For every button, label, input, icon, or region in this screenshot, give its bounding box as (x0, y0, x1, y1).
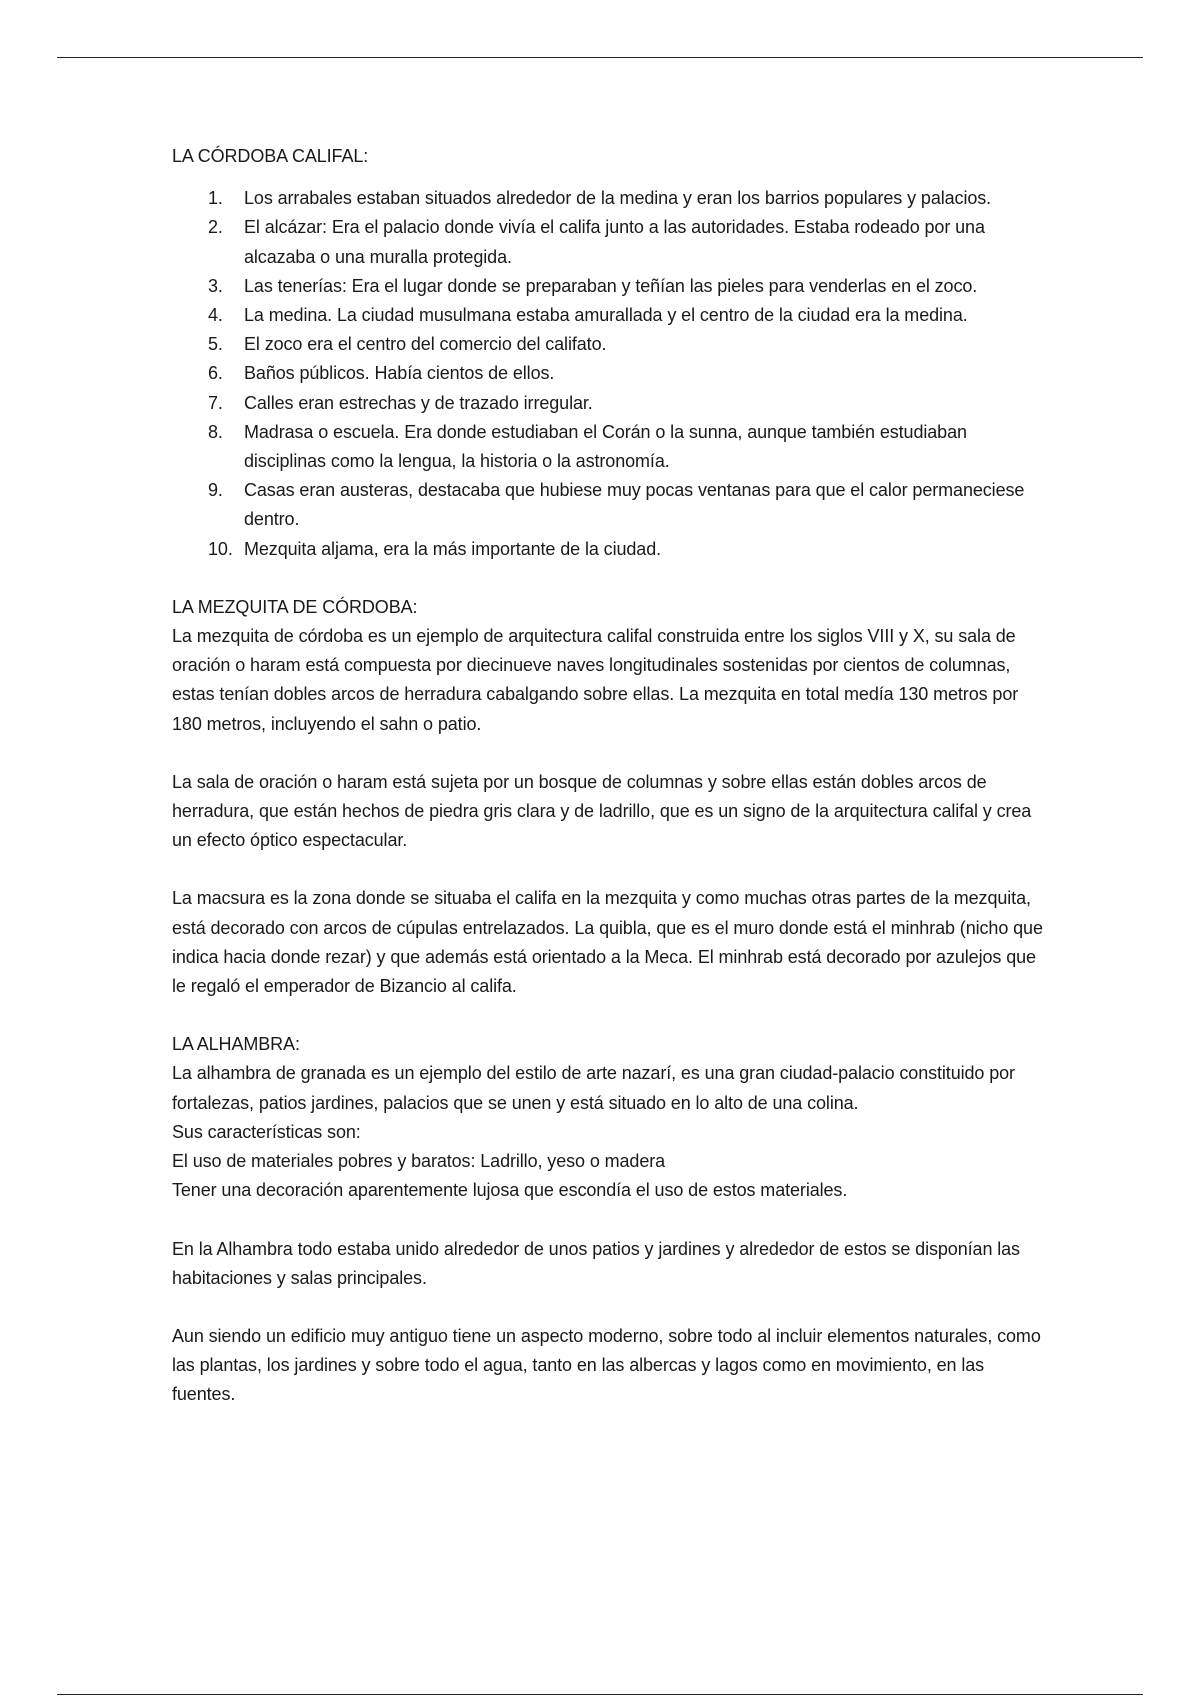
list-item (172, 418, 1052, 476)
paragraph: Aun siendo un edificio muy antiguo tiene un aspecto moderno, sobre todo al incluir elementos naturales, como las plantas, los jardines y sobre todo el agua, tanto en las albercas y lagos como en movimiento, en las fuentes. (172, 1325, 1041, 1405)
section-heading: LA ALHAMBRA: (172, 1034, 300, 1055)
paragraph-spacer (172, 1293, 1052, 1322)
section-alhambra (172, 1030, 1052, 1409)
list-item-text: Los arrabales estaban situados alrededor de la medina y eran los barrios populares y palacios. (244, 188, 992, 209)
paragraph-spacer (172, 739, 1052, 768)
list-number: 3. (208, 275, 223, 296)
list-number: 6. (208, 363, 223, 384)
paragraph: En la Alhambra todo estaba unido alrededor de unos patios y jardines y alrededor de estos se disponían las habitaciones y salas principales. (172, 1238, 1020, 1288)
list-number: 4. (208, 305, 223, 326)
paragraph: La alhambra de granada es un ejemplo del estilo de arte nazarí, es una gran ciudad-palacio constituido por fortalezas, patios jardines, palacios que se unen y está situado en lo alto de una colina. (172, 1063, 1015, 1113)
paragraph: La sala de oración o haram está sujeta por un bosque de columnas y sobre ellas están dobles arcos de herradura, que están hechos de piedra gris clara y de ladrillo, que es un signo de la arquitectura califal y crea un efecto óptico espectacular. (172, 771, 1032, 851)
paragraph-spacer (172, 1001, 1052, 1030)
section-heading: LA MEZQUITA DE CÓRDOBA: (172, 596, 418, 617)
list-number: 7. (208, 392, 223, 413)
section-mezquita (172, 593, 1052, 1001)
list-item (172, 184, 1052, 213)
text-line: Sus características son: (172, 1121, 361, 1142)
list-item (172, 213, 1052, 271)
list-number: 10. (208, 538, 233, 559)
numbered-list (172, 184, 1052, 564)
header-rule (57, 57, 1143, 58)
list-item-text: El zoco era el centro del comercio del califato. (244, 334, 607, 355)
list-item (172, 535, 1052, 564)
list-item (172, 301, 1052, 330)
paragraph-spacer (172, 1206, 1052, 1235)
list-item (172, 476, 1052, 534)
text-line: El uso de materiales pobres y baratos: Ladrillo, yeso o madera (172, 1151, 666, 1172)
list-item-text: El alcázar: Era el palacio donde vivía el califa junto a las autoridades. Estaba rodeado por una alcazaba o una muralla protegida. (244, 217, 985, 267)
text-line: Tener una decoración aparentemente lujosa que escondía el uso de estos materiales. (172, 1180, 848, 1201)
list-number: 2. (208, 217, 223, 238)
list-item-text: Madrasa o escuela. Era donde estudiaban el Corán o la sunna, aunque también estudiaban disciplinas como la lengua, la historia o la astronomía. (244, 421, 967, 472)
document-body (172, 142, 1052, 1410)
list-item (172, 272, 1052, 301)
list-item-text: Mezquita aljama, era la más importante de la ciudad. (244, 538, 662, 559)
list-item-text: La medina. La ciudad musulmana estaba amurallada y el centro de la ciudad era la medina. (244, 305, 968, 326)
list-number: 1. (208, 188, 223, 209)
list-item (172, 389, 1052, 418)
footer-rule (57, 1694, 1143, 1695)
list-item (172, 359, 1052, 388)
list-item (172, 330, 1052, 359)
paragraph-spacer (172, 855, 1052, 884)
list-item-text: Casas eran austeras, destacaba que hubiese muy pocas ventanas para que el calor permaneciese dentro. (244, 480, 1025, 530)
section-cordoba-califal (172, 142, 1052, 564)
list-item-text: Baños públicos. Había cientos de ellos. (244, 363, 555, 384)
list-item-text: Las tenerías: Era el lugar donde se preparaban y teñían las pieles para venderlas en el zoco. (244, 275, 978, 296)
section-heading: LA CÓRDOBA CALIFAL: (172, 146, 369, 166)
list-number: 9. (208, 480, 223, 501)
paragraph-spacer (172, 564, 1052, 593)
list-item-text: Calles eran estrechas y de trazado irregular. (244, 392, 593, 413)
list-number: 5. (208, 334, 223, 355)
list-number: 8. (208, 421, 223, 442)
paragraph: La mezquita de córdoba es un ejemplo de arquitectura califal construida entre los siglos VIII y X, su sala de oración o haram está compuesta por diecinueve naves longitudinales sostenidas por cientos de columnas, estas tenían dobles arcos de herradura cabalgando sobre ellas. La mezquita en total medía 130 metros por 180 metros, incluyendo el sahn o patio. (172, 626, 1019, 734)
paragraph: La macsura es la zona donde se situaba el califa en la mezquita y como muchas otras partes de la mezquita, está decorado con arcos de cúpulas entrelazados. La quibla, que es el muro donde está el minhrab (nicho que indica hacia donde rezar) y que además está orientado a la Meca. El minhrab está decorado por azulejos que le regaló el emperador de Bizancio al califa. (172, 888, 1043, 997)
